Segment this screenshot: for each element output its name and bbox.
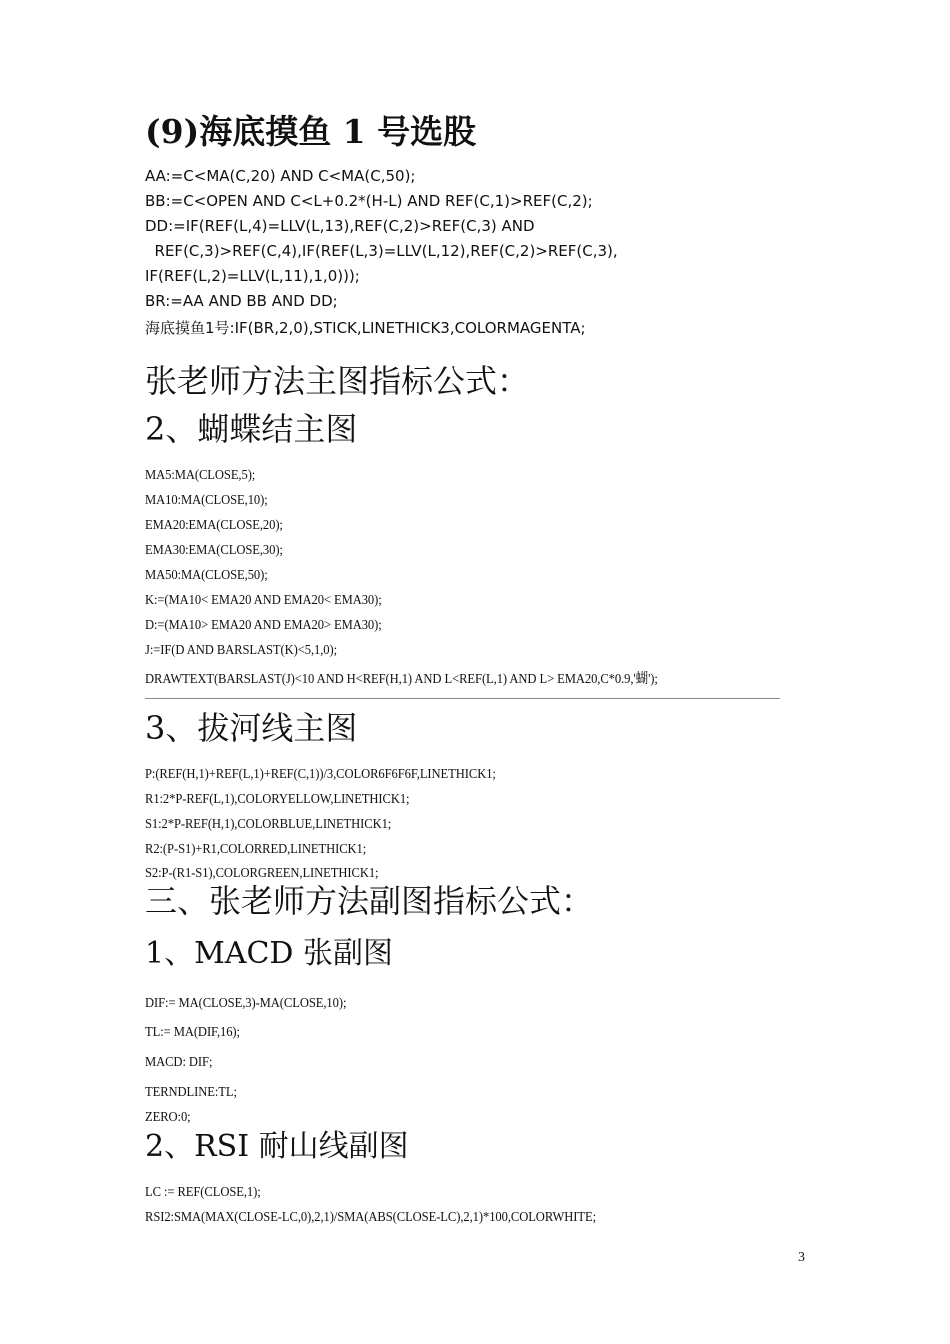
code-line: J:=IF(D AND BARSLAST(K)<5,1,0); xyxy=(145,643,338,658)
code-line: 海底摸鱼1号:IF(BR,2,0),STICK,LINETHICK3,COLORMAGENTA; xyxy=(145,319,586,337)
section-3-title: 3、拔河线主图 xyxy=(145,709,358,747)
code-line: DRAWTEXT(BARSLAST(J)<10 AND H<REF(H,1) AND L<REF(L,1) AND L> EMA20,C*0.9,'蝴'); xyxy=(145,672,658,687)
code-line: K:=(MA10< EMA20 AND EMA20< EMA30); xyxy=(145,593,382,608)
section-9-title: (9)海底摸鱼 1 号选股 xyxy=(145,112,477,151)
rsi-title: 2、RSI 耐山线副图 xyxy=(145,1129,409,1164)
code-line: S1:2*P-REF(H,1),COLORBLUE,LINETHICK1; xyxy=(145,817,392,832)
code-line: DD:=IF(REF(L,4)=LLV(L,13),REF(C,2)>REF(C,3) AND xyxy=(145,217,535,235)
code-line: AA:=C<MA(C,20) AND C<MA(C,50); xyxy=(145,167,416,185)
code-line: TERNDLINE:TL; xyxy=(145,1085,237,1100)
code-line: REF(C,3)>REF(C,4),IF(REF(L,3)=LLV(L,12),REF(C,2)>REF(C,3), xyxy=(145,242,618,260)
code-line: EMA30:EMA(CLOSE,30); xyxy=(145,543,283,558)
code-line: D:=(MA10> EMA20 AND EMA20> EMA30); xyxy=(145,618,382,633)
code-line: BB:=C<OPEN AND C<L+0.2*(H-L) AND REF(C,1)>REF(C,2); xyxy=(145,192,593,210)
code-line: P:(REF(H,1)+REF(L,1)+REF(C,1))/3,COLOR6F6F6F,LINETHICK1; xyxy=(145,767,496,782)
code-line: TL:= MA(DIF,16); xyxy=(145,1025,240,1040)
code-line: MACD: DIF; xyxy=(145,1055,213,1070)
code-line: IF(REF(L,2)=LLV(L,11),1,0))); xyxy=(145,267,360,285)
code-line: MA50:MA(CLOSE,50); xyxy=(145,568,268,583)
sub-indicator-heading: 三、张老师方法副图指标公式： xyxy=(145,882,594,920)
code-line: R1:2*P-REF(L,1),COLORYELLOW,LINETHICK1; xyxy=(145,792,410,807)
code-line: RSI2:SMA(MAX(CLOSE-LC,0),2,1)/SMA(ABS(CLOSE-LC),2,1)*100,COLORWHITE; xyxy=(145,1210,596,1225)
code-line: MA5:MA(CLOSE,5); xyxy=(145,468,256,483)
code-line: ZERO:0; xyxy=(145,1110,191,1125)
code-line: LC := REF(CLOSE,1); xyxy=(145,1185,261,1200)
code-line: DIF:= MA(CLOSE,3)-MA(CLOSE,10); xyxy=(145,996,347,1011)
horizontal-rule xyxy=(145,698,780,699)
page-number: 3 xyxy=(798,1250,805,1265)
code-line: MA10:MA(CLOSE,10); xyxy=(145,493,268,508)
macd-title: 1、MACD 张副图 xyxy=(145,936,394,971)
code-line: BR:=AA AND BB AND DD; xyxy=(145,292,338,310)
code-line: EMA20:EMA(CLOSE,20); xyxy=(145,518,283,533)
code-line: S2:P-(R1-S1),COLORGREEN,LINETHICK1; xyxy=(145,866,379,881)
section-2-title: 2、蝴蝶结主图 xyxy=(145,410,358,448)
code-line: R2:(P-S1)+R1,COLORRED,LINETHICK1; xyxy=(145,842,367,857)
main-indicator-heading: 张老师方法主图指标公式： xyxy=(145,362,530,400)
